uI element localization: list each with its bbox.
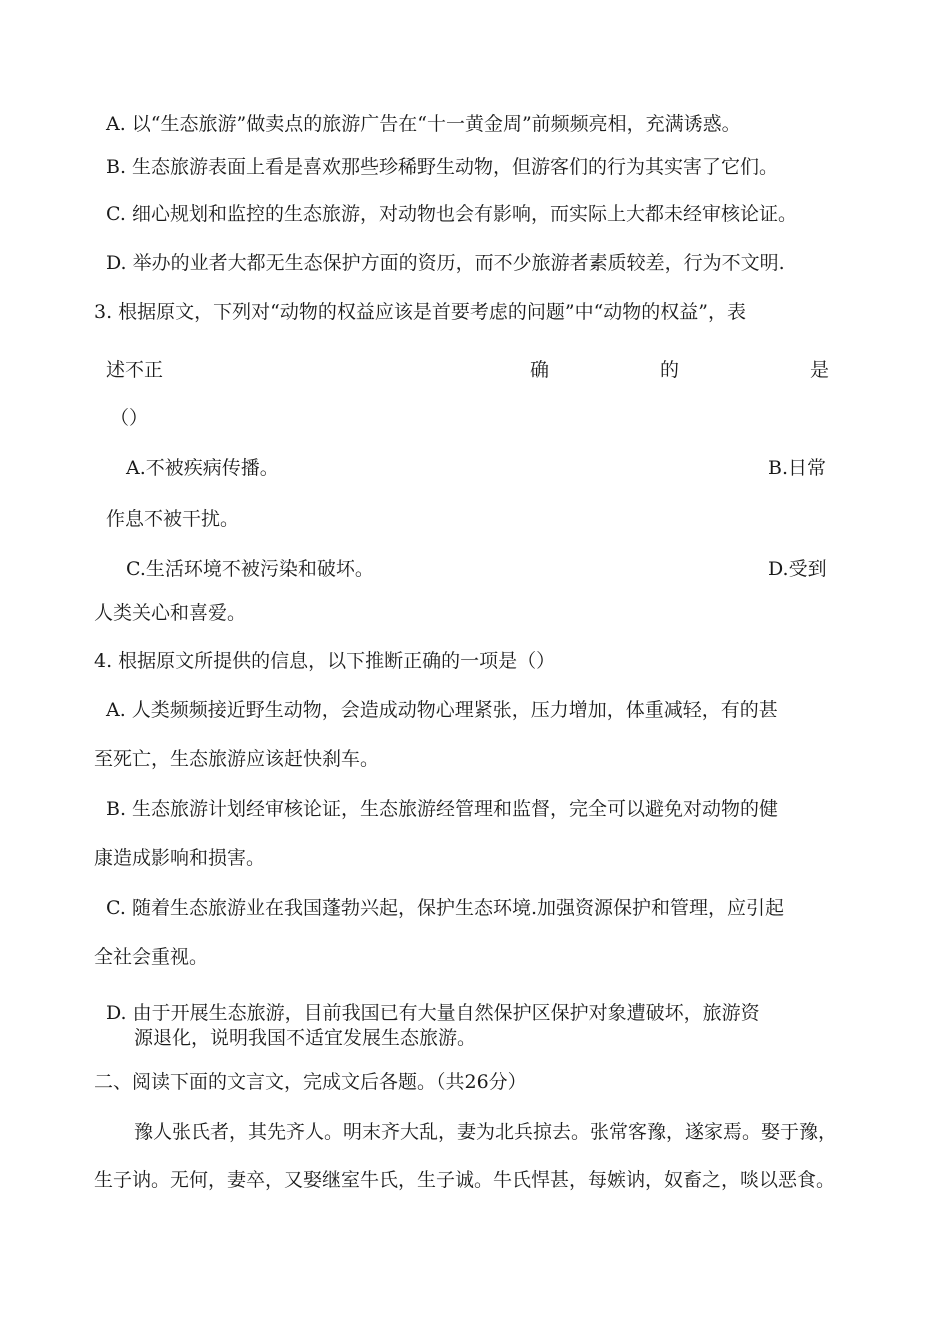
section2-heading: 二、阅读下面的文言文，完成文后各题。（共26分） (94, 1071, 527, 1093)
q3-option-c: C.生活环境不被污染和破坏。 (126, 558, 374, 580)
passage-line1: 豫人张氏者，其先齐人。明末齐大乱，妻为北兵掠去。张常客豫，遂家焉。娶于豫， (134, 1121, 838, 1143)
q4-option-c-line1: C. 随着生态旅游业在我国蓬勃兴起，保护生态环境.加强资源保护和管理，应引起 (106, 897, 784, 919)
q3-option-b-start: B.日常 (768, 457, 827, 479)
q3-option-a: A.不被疾病传播。 (126, 457, 279, 479)
q4-option-b-line1: B. 生态旅游计划经审核论证，生态旅游经管理和监督，完全可以避免对动物的健 (106, 798, 779, 820)
q3-option-d-cont: 人类关心和喜爱。 (94, 602, 247, 624)
q2-option-a: A. 以“生态旅游”做卖点的旅游广告在“十一黄金周”前频频亮相，充满诱惑。 (106, 113, 741, 135)
q2-option-b: B. 生态旅游表面上看是喜欢那些珍稀野生动物，但游客们的行为其实害了它们。 (106, 156, 779, 178)
q3-stem-part1: 述不正 (106, 359, 164, 381)
q3-option-d-start: D.受到 (768, 558, 827, 580)
passage-line2: 生子讷。无何，妻卒，又娶继室牛氏，生子诚。牛氏悍甚，每嫉讷，奴畜之，啖以恶食。 (94, 1169, 836, 1191)
q2-option-c: C. 细心规划和监控的生态旅游，对动物也会有影响，而实际上大都未经审核论证。 (106, 203, 797, 225)
q4-option-c-line2: 全社会重视。 (94, 946, 209, 968)
q4-option-d-line1: D. 由于开展生态旅游，目前我国已有大量自然保护区保护对象遭破坏，旅游资 (106, 1002, 760, 1024)
q3-answer-paren: （） (110, 407, 149, 429)
q4-option-a-line2: 至死亡，生态旅游应该赶快刹车。 (94, 748, 380, 770)
q4-option-d-line2: 源退化，说明我国不适宜发展生态旅游。 (134, 1027, 477, 1049)
q2-option-d: D. 举办的业者大都无生态保护方面的资历，而不少旅游者素质较差，行为不文明. (106, 252, 785, 274)
q3-stem-part4: 是 (810, 359, 830, 381)
q3-stem-line1: 3. 根据原文，下列对“动物的权益应该是首要考虑的问题”中“动物的权益”，表 (94, 301, 747, 323)
q4-stem: 4. 根据原文所提供的信息，以下推断正确的一项是（） (94, 650, 556, 672)
q3-option-b-cont: 作息不被干扰。 (106, 508, 240, 530)
q4-option-b-line2: 康造成影响和损害。 (94, 847, 266, 869)
q4-option-a-line1: A. 人类频频接近野生动物，会造成动物心理紧张，压力增加，体重减轻，有的甚 (106, 699, 778, 721)
q3-stem-part3: 的 (660, 359, 680, 381)
q3-stem-part2: 确 (530, 359, 550, 381)
